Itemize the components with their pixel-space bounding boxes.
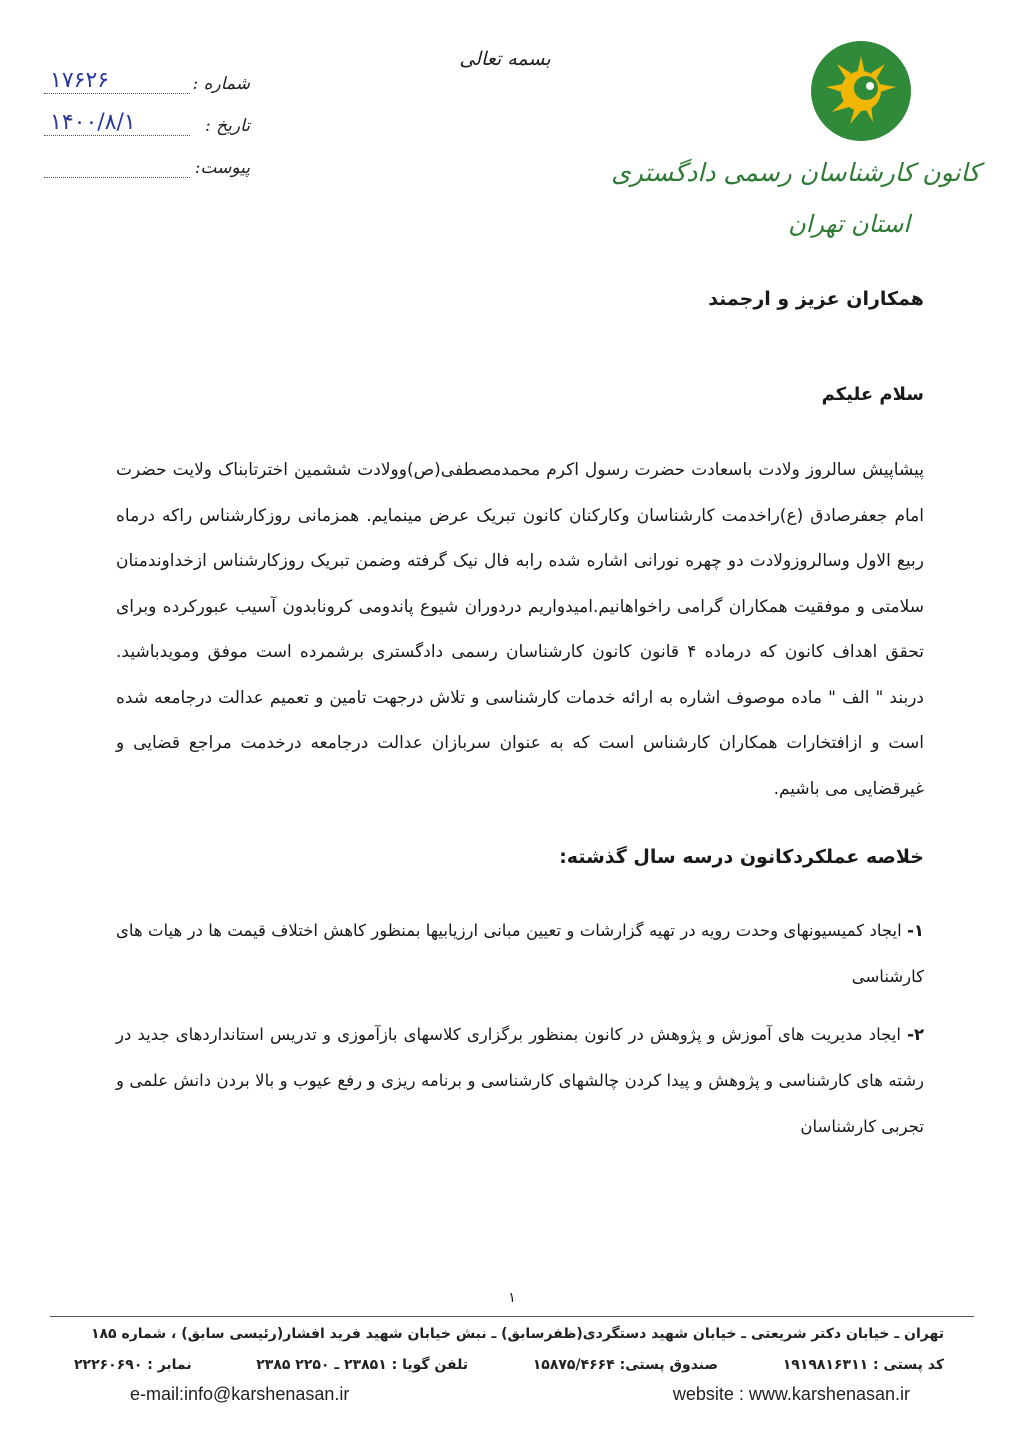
attachment-label: پیوست: [194, 158, 250, 178]
po-box: صندوق پستی: ۱۵۸۷۵/۴۶۶۴ [532, 1357, 719, 1373]
list-item [116, 1012, 924, 1150]
page-number: ۱ [508, 1290, 516, 1306]
item-number: ۲- [907, 1025, 925, 1044]
date-value: ۱۴۰۰/۸/۱ [50, 110, 136, 135]
fax: نمابر : ۲۲۲۶۰۶۹۰ [74, 1357, 192, 1373]
attachment-row [40, 136, 250, 178]
footer-web-row [130, 1384, 910, 1405]
attachment-line [44, 147, 190, 178]
postal-code: کد پستی : ۱۹۱۹۸۱۶۳۱۱ [782, 1357, 944, 1373]
item-text: ایجاد مدیریت های آموزش و پژوهش در کانون بمنظور برگزاری کلاسهای بازآموزی و تدریس استانداردهای جدید در رشته های کارشناسی و پژوهش و پیدا کردن چالشهای کارشناسی و برنامه ریزی و رفع عیوب و بالا بردن دانش علمی و تجربی کارشناسان [116, 1025, 924, 1136]
number-value: ۱۷۶۲۶ [50, 68, 110, 93]
greeting: همکاران عزیز و ارجمند [708, 288, 924, 310]
website-link[interactable]: website : www.karshenasan.ir [672, 1384, 910, 1404]
salutation: سلام علیکم [821, 384, 924, 405]
email-link[interactable]: e-mail:info@karshenasan.ir [130, 1384, 350, 1404]
date-row [40, 94, 250, 136]
org-subtitle: استان تهران [788, 210, 910, 238]
footer-address: تهران ـ خیابان دکتر شریعتی ـ خیابان شهید دستگردی(ظفرسابق) ـ نبش خیابان شهید فرید افشار(رئیسی سابق) ، شماره ۱۸۵ [90, 1326, 944, 1342]
number-label: شماره : [192, 74, 250, 94]
list-item [116, 908, 924, 1000]
summary-title: خلاصه عملکردکانون درسه سال گذشته: [559, 846, 924, 868]
number-row [40, 52, 250, 94]
footer-contact-row [74, 1357, 944, 1373]
org-name: کانون کارشناسان رسمی دادگستری [611, 158, 980, 187]
item-number: ۱- [907, 921, 924, 940]
date-line [44, 105, 190, 136]
bismillah: بسمه تعالی [459, 48, 551, 70]
number-line [44, 63, 190, 94]
footer-divider [50, 1316, 974, 1317]
sun-emblem-icon [810, 40, 912, 142]
date-label: تاریخ : [205, 116, 250, 136]
item-text: ایجاد کمیسیونهای وحدت رویه در تهیه گزارشات و تعیین مبانی ارزیابیها بمنظور کاهش اختلاف قیمت ها در هیات های کارشناسی [116, 921, 924, 986]
body-paragraph: پیشاپیش سالروز ولادت باسعادت حضرت رسول اکرم محمدمصطفی(ص)وولادت ششمین اخترتابناک ولایت حضرت امام جعفرصادق (ع)راخدمت کارشناسان وکارکنان کانون تبریک عرض مینمایم. همزمانی روزکارشناس راکه درماه ربیع الاول وسالروزولادت دو چهره نورانی اشاره شده رابه فال نیک گرفته وضمن تبریک روزکارشناس ازخداوندمنان سلامتی و موفقیت همکاران گرامی راخواهانیم.امیدواریم دردوران شیوع پاندومی کرونابدون آسیب عبورکرده وبرای تحقق اهداف کانون که درماده ۴ قانون کانون کارشناسان رسمی دادگستری برشمرده است موفق ومویدباشید. دربند " الف " ماده موصوف اشاره به ارائه خدمات کارشناسی و تلاش درجهت تامین و تعمیم عدالت درجامعه شده است و ازافتخارات همکاران کارشناس است که به عنوان سربازان عدالت درجامعه درخدمت مراجع قضایی و غیرقضایی می باشیم. [116, 460, 924, 799]
letter-meta [40, 52, 250, 178]
org-logo [810, 40, 912, 142]
phone: تلفن گویا : ۲۳۸۵۱ ـ ۲۲۵۰ ۲۳۸۵ [256, 1357, 469, 1373]
